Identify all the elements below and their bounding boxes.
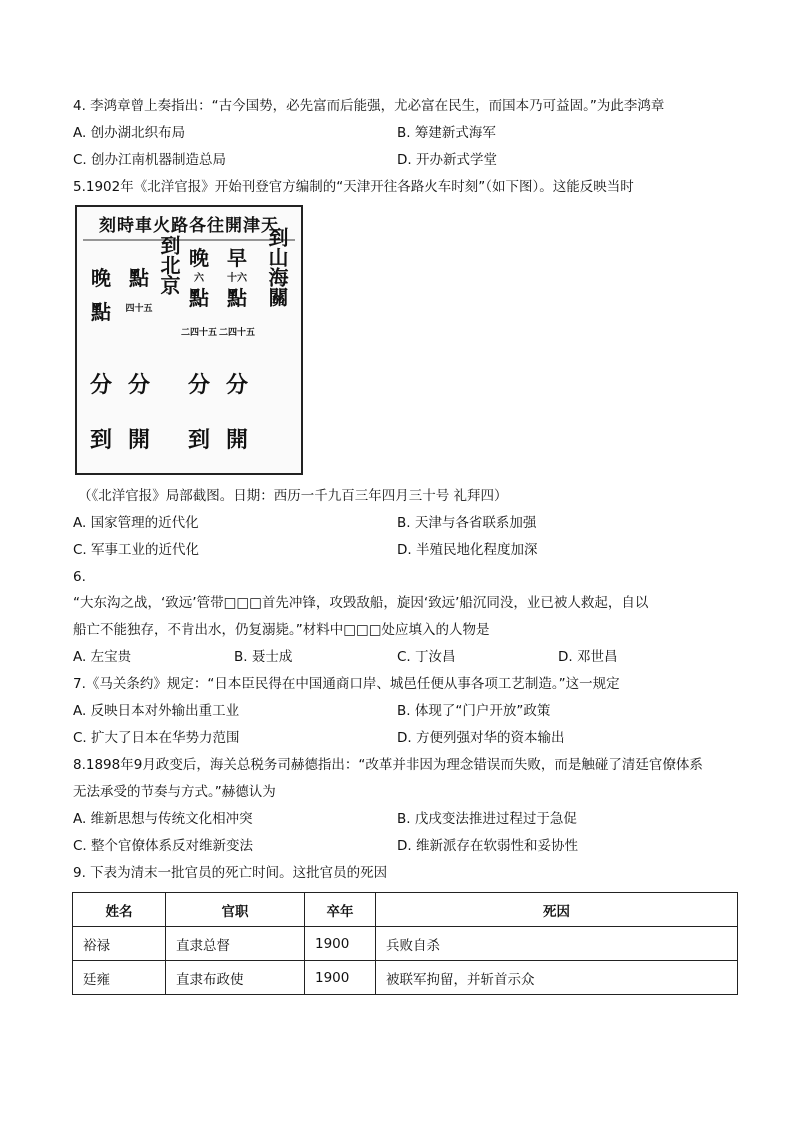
col3-hour: 六	[194, 273, 204, 284]
cell-cause: 被联军拘留，并斩首示众	[376, 961, 738, 995]
cell-name: 廷雍	[73, 961, 166, 995]
q6-stem-line1: “大东沟之战，‘致远’管带□□□首先冲锋，攻毁敌船，旋因‘致远’船沉同没，业已被人救起，自以	[73, 595, 649, 611]
q5-option-d: D. 半殖民地化程度加深	[397, 542, 538, 558]
q9-stem: 9. 下表为清末一批官员的死亡时间。这批官员的死因	[73, 865, 388, 881]
q6-option-c: C. 丁汝昌	[397, 649, 456, 665]
header-death-year: 卒年	[305, 893, 376, 927]
q6-option-b: B. 聂士成	[234, 649, 293, 665]
column-beijing-heading: 到北京	[157, 235, 181, 295]
col5-late: 晚	[91, 266, 111, 290]
q4-option-c: C. 创办江南机器制造总局	[73, 152, 227, 168]
q4-option-d: D. 开办新式学堂	[397, 152, 497, 168]
col2-dian: 點	[227, 286, 247, 310]
newspaper-timetable-image	[75, 205, 303, 475]
col3-late: 晚	[189, 246, 209, 270]
header-post: 官职	[166, 893, 305, 927]
q4-option-b: B. 筹建新式海军	[397, 125, 496, 141]
timetable-title-text: 刻時車火路各往開津天	[99, 216, 279, 236]
col3-dao: 到	[187, 427, 211, 453]
q4-stem: 4. 李鸿章曾上奏指出：“古今国势，必先富而后能强，尤必富在民生，而国本乃可益固。”为此李鸿章	[73, 98, 665, 114]
q7-option-d: D. 方便列强对华的资本输出	[397, 730, 565, 746]
cell-post: 直隶布政使	[166, 961, 305, 995]
q6-number: 6.	[73, 569, 86, 585]
col2-fen: 分	[225, 372, 249, 398]
table-header-row	[73, 893, 738, 927]
q6-option-d: D. 邓世昌	[558, 649, 618, 665]
col2-early: 早	[227, 246, 247, 270]
q8-option-c: C. 整个官僚体系反对维新变法	[73, 838, 254, 854]
table-row	[73, 927, 738, 961]
q7-stem: 7.《马关条约》规定：“日本臣民得在中国通商口岸、城邑任便从事各项工艺制造。”这一规定	[73, 676, 620, 692]
column-shanhaiguan-heading: 到山海關	[265, 227, 289, 307]
q5-option-c: C. 军事工业的近代化	[73, 542, 200, 558]
col4-kai: 開	[127, 427, 151, 453]
q4-option-a: A. 创办湖北织布局	[73, 125, 186, 141]
q5-image-caption: （《北洋官报》局部截图。日期：西历一千九百三年四月三十号 礼拜四）	[78, 488, 508, 504]
q8-option-b: B. 戊戌变法推进过程过于急促	[397, 811, 577, 827]
q5-option-b: B. 天津与各省联系加强	[397, 515, 537, 531]
cell-year: 1900	[305, 927, 376, 961]
q5-stem: 5.1902年《北洋官报》开始刊登官方编制的“天津开往各路火车时刻”（如下图）。这能反映当时	[73, 179, 634, 195]
header-name: 姓名	[73, 893, 166, 927]
q7-option-c: C. 扩大了日本在华势力范围	[73, 730, 240, 746]
q8-stem-line2: 无法承受的节奏与方式。”赫德认为	[73, 784, 276, 800]
q8-stem-line1: 8.1898年9月政变后，海关总税务司赫德指出：“改革并非因为理念错误而失败，而是触碰了清廷官僚体系	[73, 757, 703, 773]
q5-option-a: A. 国家管理的近代化	[73, 515, 199, 531]
table-row	[73, 961, 738, 995]
timetable-title	[99, 215, 279, 236]
col4-minute: 四十五	[125, 304, 153, 314]
q7-option-a: A. 反映日本对外输出重工业	[73, 703, 240, 719]
col3-minute: 二四十五	[180, 328, 218, 338]
col2-kai: 開	[225, 427, 249, 453]
newspaper-timetable-graphic	[77, 207, 301, 473]
q8-option-a: A. 维新思想与传统文化相冲突	[73, 811, 253, 827]
q6-stem-line2: 船亡不能独存，不肯出水，仍复溺毙。”材料中□□□处应填入的人物是	[73, 622, 490, 638]
header-cause: 死因	[376, 893, 738, 927]
q6-option-a: A. 左宝贵	[73, 649, 132, 665]
cell-year: 1900	[305, 961, 376, 995]
col5-fen: 分	[89, 372, 113, 398]
col4-dian: 點	[129, 266, 149, 290]
cell-cause: 兵败自杀	[376, 927, 738, 961]
col2-minute: 二四十五	[218, 328, 256, 338]
cell-name: 裕禄	[73, 927, 166, 961]
q8-option-d: D. 维新派存在软弱性和妥协性	[397, 838, 578, 854]
q7-option-b: B. 体现了“门户开放”政策	[397, 703, 551, 719]
col4-fen: 分	[127, 372, 151, 398]
col2-hour: 十六	[227, 273, 247, 284]
officials-death-table	[72, 892, 738, 995]
cell-post: 直隶总督	[166, 927, 305, 961]
col5-dao: 到	[89, 427, 113, 453]
col3-dian: 點	[189, 286, 209, 310]
col3-fen: 分	[187, 372, 211, 398]
col5-dian: 點	[91, 300, 111, 324]
